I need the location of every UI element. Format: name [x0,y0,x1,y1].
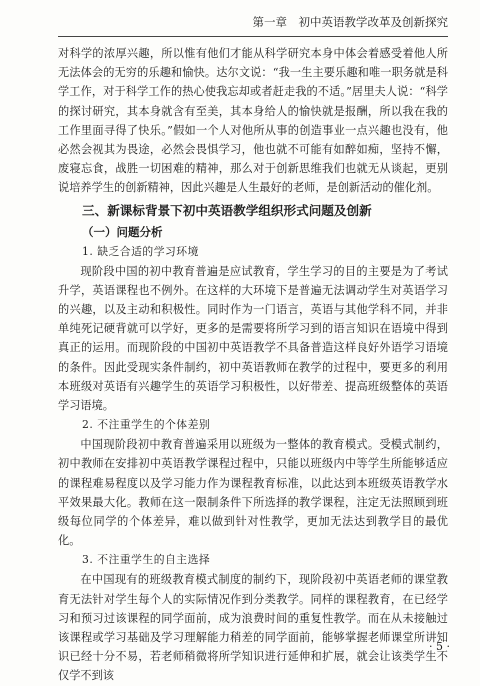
page-number: · 5 · [429,640,450,653]
paragraph-individual-difference: 中国现阶段初中教育普遍采用以班级为一整体的教育模式。受模式制约，初中教师在安排初中英语教学课程过程中，只能以班级内中等学生所能够适应的课程难易程度以及学习能力作为课程教育标准，以此达到本班级英语教学水平效果最大化。教师在这一限制条件下所选择的教学课程，注定无法照顾到班级每位同学的个体差异，难以做到针对性教学，更加无法达到教学目的最优化。 [58,438,448,548]
subsection-heading: （一）问题分析 [82,224,163,239]
running-header: 第一章 初中英语教学改革及创新探究 [252,15,448,29]
item-heading-2: 2. 不注重学生的个体差别 [82,418,211,432]
paragraph-autonomous-choice: 在中国现有的班级教育模式制度的制约下，现阶段初中英语老师的课堂教育无法针对学生每个人的实际情况作到分类教学。同样的课程教育，在已经学习和预习过该课程的同学面前，成为浪费时间的重复性教学。而在从未接触过该课程或学习基础及学习理解能力稍差的同学面前，能够掌握老师课堂所讲知识已经十分不易，若老师稍微将所学知识进行延伸和扩展，就会让该类学生不仅学不到该 [58,573,448,683]
section-heading: 三、新课标背景下初中英语教学组织形式问题及创新 [82,202,372,218]
item-heading-1: 1. 缺乏合适的学习环境 [82,244,199,258]
header-rule [58,36,448,37]
page-body [58,44,448,686]
item-heading-3: 3. 不注重学生的自主选择 [82,553,211,567]
paragraph-interest: 对科学的浓厚兴趣，所以惟有他们才能从科学研究本身中体会着感受着他人所无法体会的无穷的乐趣和愉快。达尔文说：“我一生主要乐趣和唯一职务就是科学工作，对于科学工作的热心使我忘却或者赶走我的不适。”居里夫人说：“科学的探讨研究，其本身就含有至美，其本身给人的愉快就是报酬，所以我在我的工作里面寻得了快乐。”假如一个人对他所从事的创造事业一点兴趣也没有，他必然会视其为畏途，必然会畏惧学习，他也就不可能有如醉如痴，坚持不懈，废寝忘食，战胜一切困难的精神，那么对于创新思维我们也就无从谈起，更别说培养学生的创新精神，因此兴趣是人生最好的老师，是创新活动的催化剂。 [58,47,448,195]
paragraph-environment: 现阶段中国的初中教育普遍是应试教育，学生学习的目的主要是为了考试升学，英语课程也不例外。在这样的大环境下是普遍无法调动学生对英语学习的兴趣，以及主动和积极性。同时作为一门语言，英语与其他学科不同，并非单纯死记硬背就可以学好，更多的是需要将所学习到的语言知识在语境中得到真正的运用。而现阶段的中国初中英语教学不具备普造这样良好外语学习语境的条件。因此受现实条件制约，初中英语教师在教学的过程中，要更多的利用本班级对英语有兴趣学生的英语学习积极性，以好带差、提高班级整体的英语学习语境。 [58,264,448,413]
